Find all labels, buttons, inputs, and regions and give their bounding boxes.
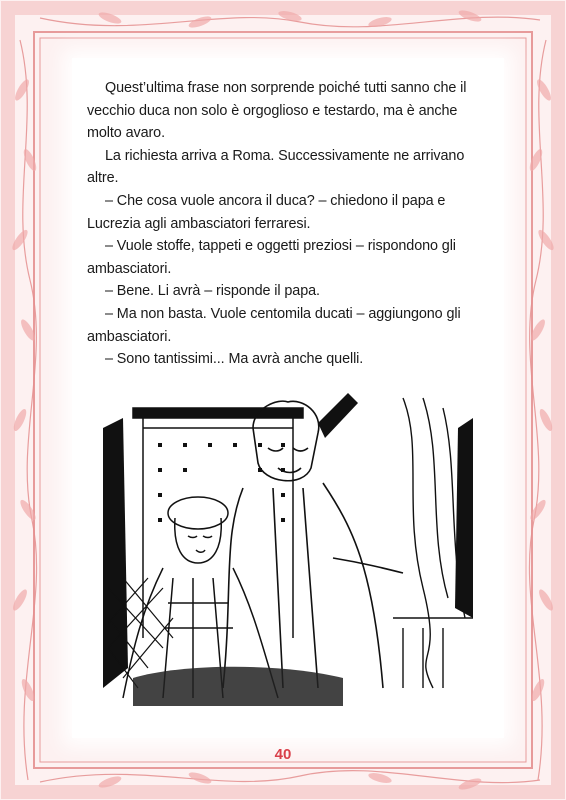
- paragraph: – Vuole stoffe, tappeti e oggetti preziosi – rispondono gli ambasciatori.: [87, 238, 456, 277]
- page-number: 40: [274, 746, 292, 763]
- story-text: [87, 77, 487, 371]
- paragraph: La richiesta arriva a Roma. Successivamente ne arrivano altre.: [87, 147, 465, 187]
- paragraph: – Ma non basta. Vuole centomila ducati – aggiungono gli ambasciatori.: [87, 305, 461, 345]
- illustration-pope-and-lucrezia: [103, 388, 473, 706]
- paragraph: Quest’ultima frase non sorprende poiché tutti sanno che il vecchio duca non solo è orgoglioso e testardo, ma è anche molto avaro.: [87, 80, 467, 142]
- paragraph: – Che cosa vuole ancora il duca? – chiedono il papa e Lucrezia agli ambasciatori ferraresi.: [87, 192, 446, 232]
- paragraph: – Bene. Li avrà – risponde il papa.: [105, 283, 320, 300]
- paragraph: – Sono tantissimi... Ma avrà anche quelli.: [105, 351, 364, 368]
